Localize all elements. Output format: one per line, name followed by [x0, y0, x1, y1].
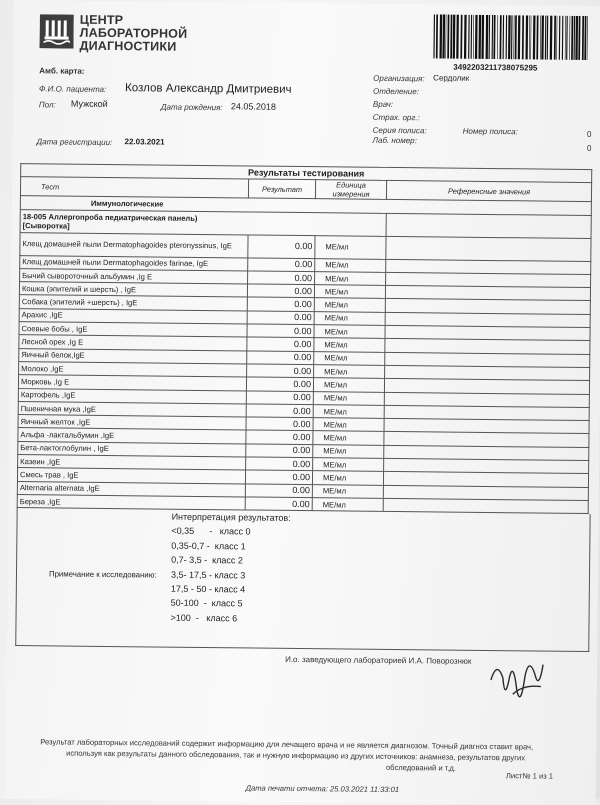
test-result: 0.00 — [247, 364, 314, 378]
barcode-bar — [500, 15, 502, 59]
insurer-label: Страх. орг.: — [372, 112, 420, 123]
test-name: Бета-лактоглобулин , IgE — [18, 441, 246, 457]
test-result: 0.00 — [246, 444, 313, 458]
barcode-bar — [464, 15, 467, 59]
print-date: Дата печати отчета: 25.03.2021 11:33:01 — [245, 783, 400, 795]
note-box — [15, 508, 590, 652]
test-name: Яичный белок,IgE — [19, 348, 247, 364]
test-name: Клещ домашней пыли Dermatophagoides pteronyssinus, IgE — [20, 232, 248, 257]
lab-number-label: Лаб. номер: — [372, 135, 417, 146]
fio-label: Ф.И.О. пациента: — [39, 84, 107, 94]
test-reference — [386, 236, 591, 261]
test-unit: МЕ/мл — [314, 351, 385, 365]
dob-label: Дата рождения: — [160, 102, 223, 113]
test-name: Бычий сывороточный альбумин ,Ig E — [20, 268, 248, 284]
barcode-bar — [545, 16, 547, 60]
barcode-bar — [515, 15, 517, 59]
barcode-bar — [547, 16, 549, 60]
test-name: Собака (эпителий +шерсть) , IgE — [19, 295, 247, 311]
test-result: 0.00 — [247, 337, 314, 351]
barcode-bar — [518, 15, 521, 59]
barcode-bar — [493, 15, 495, 59]
org-label: Организация: — [373, 73, 425, 84]
barcode-bar — [529, 15, 530, 59]
test-unit: МЕ/мл — [312, 498, 383, 512]
barcode-bar — [442, 14, 445, 58]
report-sheet — [6, 0, 600, 805]
test-name: Лесной орех ,Ig E — [19, 335, 247, 351]
barcode-bar — [522, 15, 524, 59]
test-result: 0.00 — [245, 470, 312, 484]
test-result: 0.00 — [246, 404, 313, 418]
test-unit: МЕ/мл — [313, 444, 384, 458]
barcode-bar — [511, 15, 513, 59]
col-test-header: Тест — [20, 177, 248, 198]
test-result: 0.00 — [248, 235, 315, 259]
barcode-bar — [540, 16, 541, 60]
interpretation-line: >100 - класс 6 — [170, 612, 238, 624]
test-unit: МЕ/мл — [312, 484, 383, 498]
doctor-label: Врач: — [372, 99, 394, 109]
test-unit: МЕ/мл — [312, 471, 383, 485]
barcode-bar — [554, 16, 556, 60]
results-title: Результаты тестирования — [21, 164, 592, 183]
test-name: Картофель ,IgE — [18, 388, 246, 404]
reg-date: 22.03.2021 — [124, 137, 165, 147]
barcode-bar — [447, 15, 449, 59]
test-name: Молоко ,IgE — [19, 362, 247, 378]
panel-title-line1: 18-005 Аллергопроба педиатрическая панель) — [22, 211, 198, 223]
barcode-bar — [436, 14, 438, 58]
org-name: Сердолик — [433, 73, 470, 83]
barcode-bar — [584, 16, 586, 60]
reg-label: Дата регистрации: — [36, 137, 113, 148]
test-unit: МЕ/мл — [313, 418, 384, 432]
panel-ref-cell — [386, 213, 591, 238]
test-unit: МЕ/мл — [313, 431, 384, 445]
col-ref-header: Референсные значения — [386, 181, 591, 202]
test-result: 0.00 — [246, 417, 313, 431]
interpretation-block — [170, 510, 290, 626]
barcode-bar — [468, 15, 470, 59]
barcode-bar — [575, 16, 578, 60]
test-result: 0.00 — [245, 484, 312, 498]
patient-dob: 24.05.2018 — [230, 101, 276, 112]
test-result: 0.00 — [247, 284, 314, 298]
barcode-bar — [578, 16, 580, 60]
barcode-bar — [566, 16, 568, 60]
barcode-bar — [471, 15, 473, 59]
disclaimer-line3: обследований и т.д. — [385, 762, 457, 773]
lab-name-line2: ЛАБОРАТОРНОЙ — [79, 25, 188, 41]
lab-logo-icon — [39, 14, 73, 48]
barcode-bar — [562, 16, 564, 60]
col-unit-header-1: Единица — [336, 180, 366, 190]
barcode-bar — [445, 15, 446, 59]
test-unit: МЕ/мл — [313, 378, 384, 392]
barcode-bar — [433, 14, 435, 58]
barcode-bar — [513, 15, 514, 59]
barcode-bar — [533, 15, 536, 59]
barcode-bar — [525, 15, 528, 59]
barcode-bar — [439, 14, 442, 58]
test-result: 0.00 — [246, 391, 313, 405]
test-name: Альфа -лактальбумин ,IgE — [18, 428, 246, 444]
dept-label: Отделение: — [373, 86, 419, 97]
sex-label: Пол: — [38, 100, 56, 110]
barcode-bar — [473, 15, 474, 59]
col-unit-header-2: измерения — [332, 189, 370, 200]
test-result: 0.00 — [246, 457, 313, 471]
barcode-bar — [556, 16, 557, 60]
test-name: Морковь ,Ig E — [18, 375, 246, 391]
results-table — [17, 163, 593, 514]
test-name: Смесь трав , IgE — [17, 468, 245, 484]
barcode-bar — [574, 16, 576, 60]
test-result: 0.00 — [247, 324, 314, 338]
col-result-header: Результат — [248, 179, 315, 199]
test-name: Кошка (эпителий и шерсть) , IgE — [19, 282, 247, 298]
test-name: Соевые бобы , IgE — [19, 322, 247, 338]
test-unit: МЕ/мл — [313, 391, 384, 405]
test-name: Alternaria alternata ,IgE — [17, 481, 245, 497]
test-name: Клещ домашней пыли Dermatophagoides farinae, IgE — [20, 255, 248, 271]
test-unit: МЕ/мл — [315, 272, 386, 286]
test-result: 0.00 — [248, 271, 315, 285]
lab-logo — [39, 10, 189, 58]
card-label: Амб. карта: — [39, 66, 85, 76]
test-result: 0.00 — [246, 377, 313, 391]
barcode-bar — [489, 15, 491, 59]
lab-name-line3: ДИАГНОСТИКИ — [79, 38, 177, 54]
patient-name: Козлов Александр Дмитриевич — [125, 82, 292, 96]
interpretation-line: 50-100 - класс 5 — [170, 598, 243, 609]
lab-name-line1: ЦЕНТР — [79, 12, 124, 28]
barcode-number: 3492203211738075295 — [453, 62, 538, 73]
barcode-bar — [475, 15, 478, 59]
test-name: Арахис ,IgE — [19, 308, 247, 324]
fragment-text-2: 0 — [587, 144, 592, 153]
barcode-bar — [450, 15, 452, 59]
test-unit: МЕ/мл — [313, 458, 384, 472]
barcode-bar — [486, 15, 489, 59]
test-result: 0.00 — [246, 430, 313, 444]
test-result: 0.00 — [248, 258, 315, 272]
barcode-bar — [559, 16, 561, 60]
barcode-bar — [530, 15, 531, 59]
signature-mark — [483, 650, 556, 709]
disclaimer-line1: Результат лабораторных исследований содержит информацию для лечащего врача и не является диагнозом. Точный диагноз ставит врач, — [40, 737, 534, 752]
page-number: Лист№ 1 из 1 — [505, 771, 554, 781]
barcode-bar — [587, 16, 588, 60]
test-unit: МЕ/мл — [315, 258, 386, 272]
barcode-bar — [508, 15, 511, 59]
interpretation-lines — [170, 524, 290, 626]
barcode-bar — [503, 15, 505, 59]
barcode-bar — [453, 15, 456, 59]
test-unit: МЕ/мл — [314, 285, 385, 299]
policy-series-label: Серия полиса: — [372, 125, 427, 136]
barcode-bar — [536, 15, 538, 59]
interpretation-line: 17,5 - 50 - класс 4 — [170, 583, 246, 595]
fragment-text-1: 0 — [587, 130, 592, 139]
disclaimer-line2: используя как результаты данного обследования, так и нужную информацию из других источников: анамнеза, результатов других — [66, 748, 526, 763]
barcode-bar — [541, 16, 544, 60]
barcode-bar — [571, 16, 573, 60]
barcode-bar — [569, 16, 570, 60]
interpretation-heading: Интерпретация результатов: — [171, 511, 291, 523]
policy-number-label: Номер полиса: — [462, 126, 518, 137]
test-unit: МЕ/мл — [313, 405, 384, 419]
interpretation-line: 0,35-0,7 - класс 1 — [171, 540, 246, 552]
patient-sex: Мужской — [70, 98, 108, 109]
note-label: Примечание к исследованию: — [48, 569, 157, 580]
barcode-bar — [492, 15, 494, 59]
barcode-bar — [550, 16, 553, 60]
test-unit: МЕ/мл — [314, 325, 385, 339]
signature-text: И.о. заведующего лабораторией И.А. Поворознюк — [285, 654, 472, 666]
panel-title-line2: [Сыворотка] — [22, 220, 70, 231]
test-name: Яичный желток ,IgE — [18, 415, 246, 431]
barcode-bar — [460, 15, 462, 59]
barcode-bar — [565, 16, 566, 60]
col-unit-header — [315, 180, 386, 200]
section-title: Иммунологические — [20, 196, 591, 215]
barcode-bar — [506, 15, 508, 59]
underlying-sheet-fragment — [587, 130, 600, 170]
test-unit: МЕ/мл — [314, 365, 385, 379]
interpretation-line: 0,7- 3,5 - класс 2 — [171, 554, 244, 566]
test-unit: МЕ/мл — [314, 311, 385, 325]
interpretation-line: <0,35 - класс 0 — [171, 526, 251, 537]
barcode — [431, 14, 591, 64]
test-name: Казеин ,IgE — [18, 455, 246, 471]
barcode-bar — [497, 15, 498, 59]
test-unit: МЕ/мл — [315, 235, 386, 259]
barcode-bar — [478, 15, 481, 59]
test-result: 0.00 — [247, 297, 314, 311]
barcode-bar — [456, 15, 459, 59]
barcode-bar — [582, 16, 584, 60]
test-unit: МЕ/мл — [314, 338, 385, 352]
test-name: Пшеничная мука ,IgE — [18, 401, 246, 417]
test-result: 0.00 — [245, 497, 312, 511]
test-result: 0.00 — [247, 351, 314, 365]
test-name: Береза ,IgE — [17, 494, 245, 510]
test-unit: МЕ/мл — [314, 298, 385, 312]
test-result: 0.00 — [247, 311, 314, 325]
barcode-bar — [481, 15, 484, 59]
interpretation-line: 3,5- 17,5 - класс 3 — [170, 569, 246, 581]
